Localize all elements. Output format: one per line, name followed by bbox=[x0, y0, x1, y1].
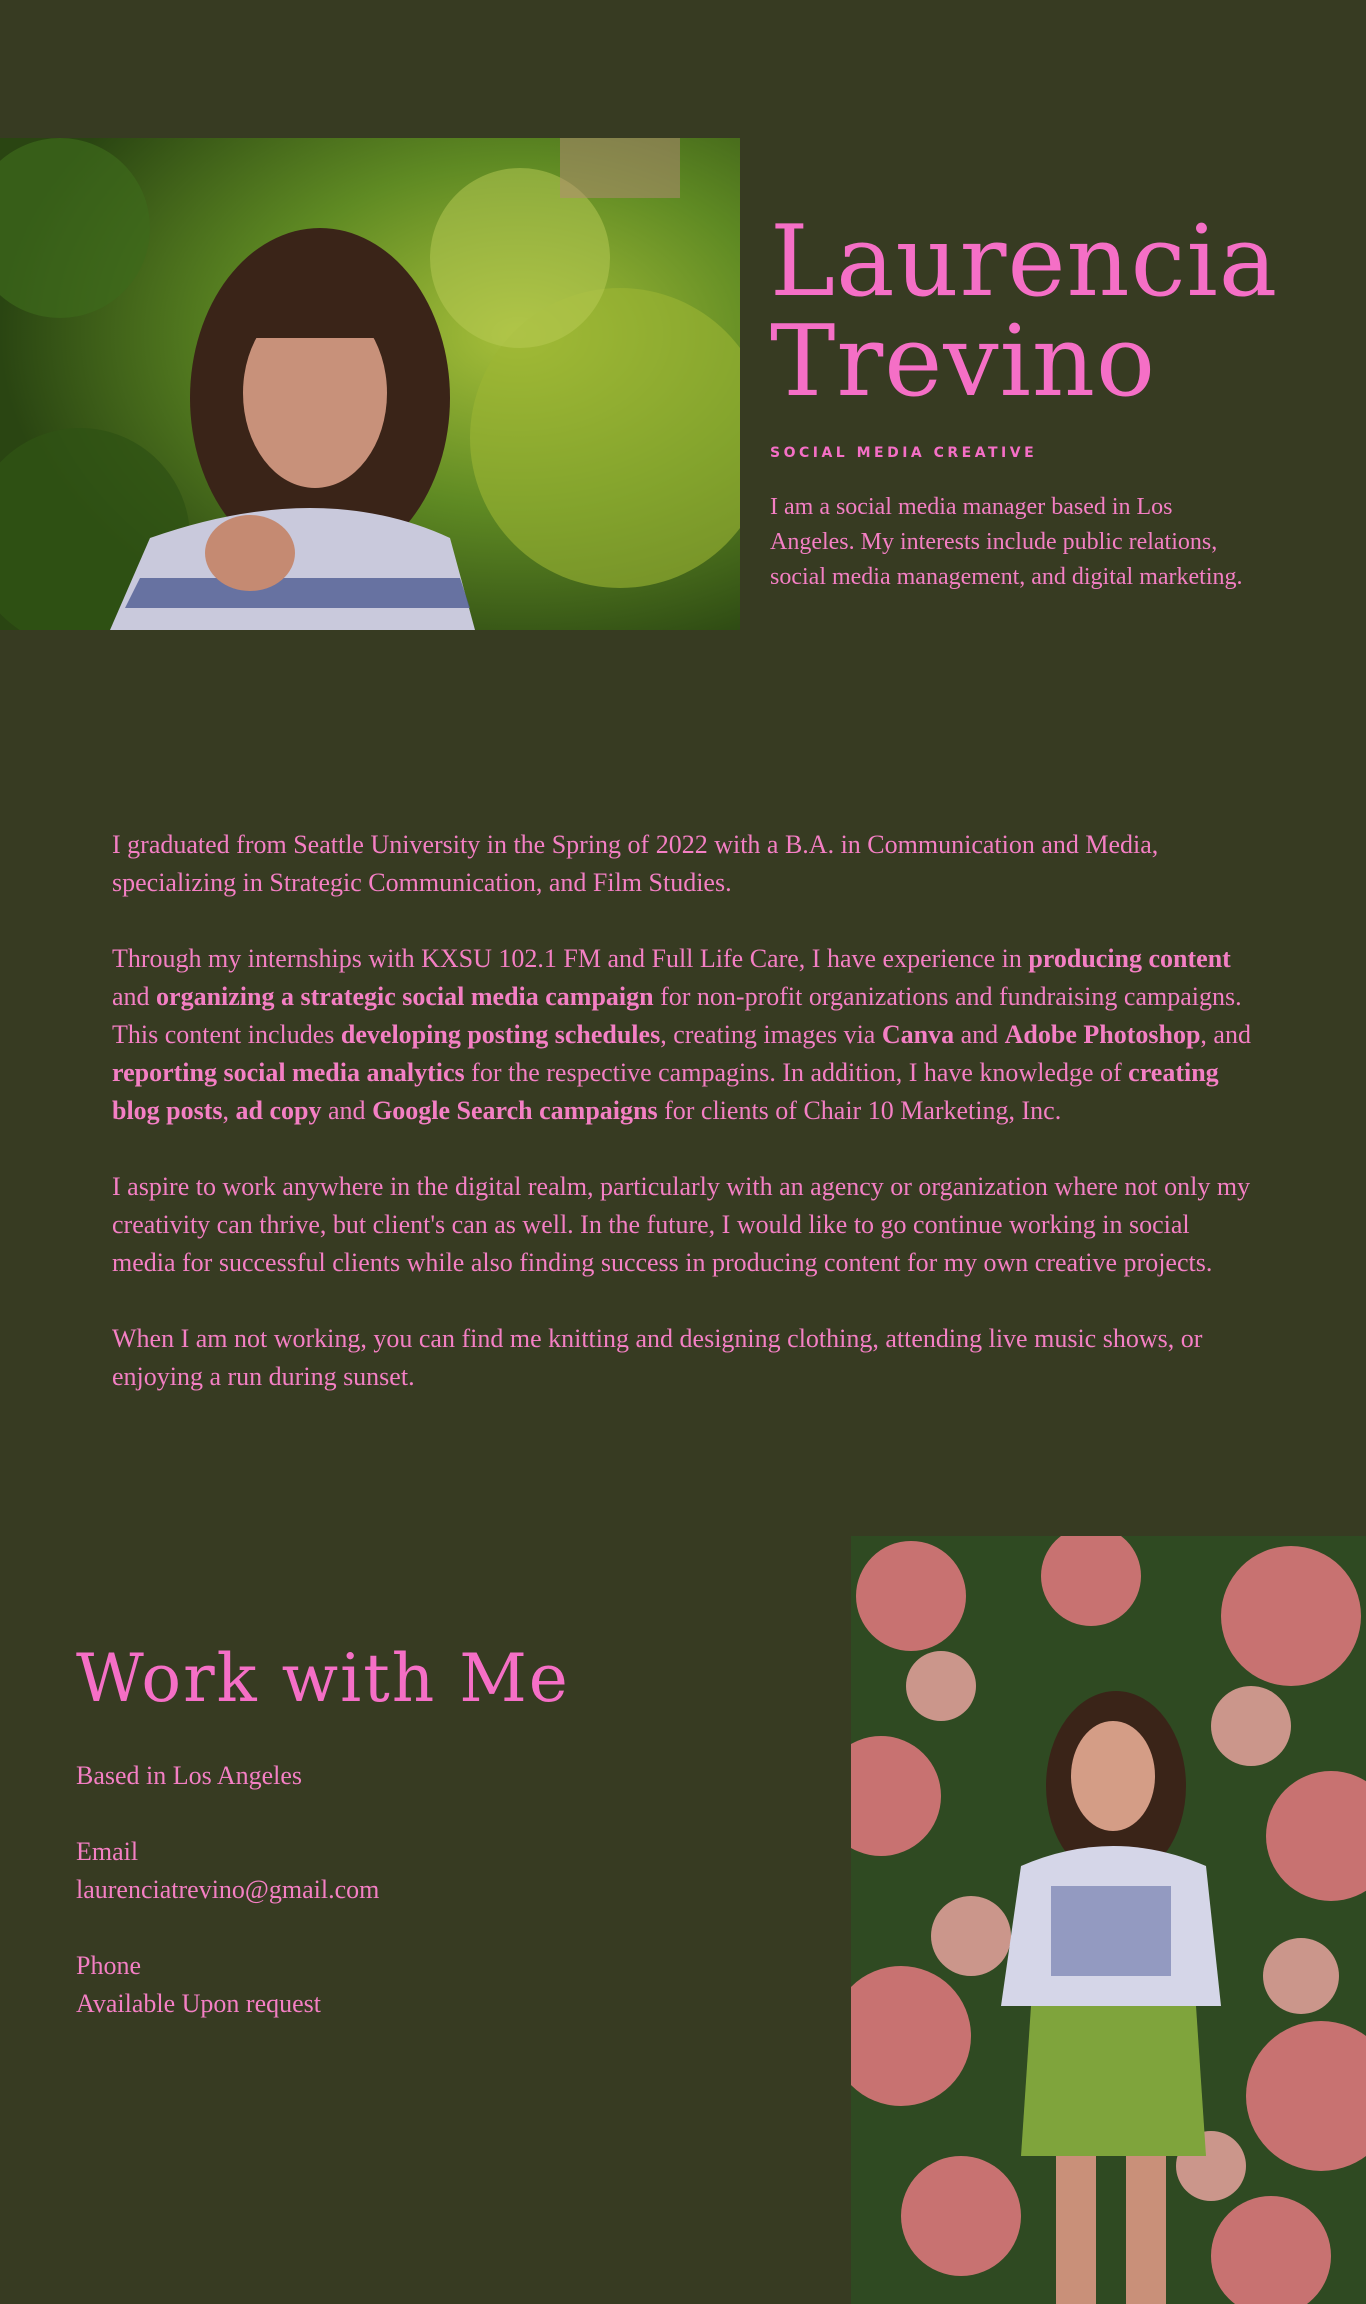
bio-section bbox=[112, 826, 1257, 1434]
bio-text: for the respective campagins. In addition, I have knowledge of bbox=[464, 1058, 1129, 1087]
bio-highlight: Canva bbox=[881, 1020, 955, 1049]
bio-text: and bbox=[112, 982, 157, 1011]
bio-highlight: creating blog posts bbox=[112, 1058, 1219, 1125]
phone-value: Available Upon request bbox=[76, 1989, 321, 2018]
bio-highlight: Google Search campaigns bbox=[372, 1096, 658, 1125]
bio-highlight: ad copy bbox=[235, 1096, 322, 1125]
bio-highlight: producing content bbox=[1028, 944, 1231, 973]
email-link[interactable]: laurenciatrevino@gmail.com bbox=[76, 1875, 380, 1904]
email-label: Email bbox=[76, 1837, 139, 1866]
name-first: Laurencia bbox=[770, 205, 1279, 319]
bio-paragraph-1: I graduated from Seattle University in the Spring of 2022 with a B.A. in Communication and Media, specializing in Strategic Communication, and Film Studies. bbox=[112, 830, 1159, 897]
intro-text: I am a social media manager based in Los Angeles. My interests include public relations, social media management, and digital marketing. bbox=[770, 494, 1243, 590]
work-with-me-heading: Work with Me bbox=[76, 1640, 570, 1717]
bio-text: and bbox=[954, 1020, 1005, 1049]
bio-text: Through my internships with KXSU 102.1 FM and Full Life Care, I have experience in bbox=[112, 944, 1029, 973]
bio-text: , bbox=[222, 1096, 236, 1125]
hero-portrait-photo bbox=[0, 138, 740, 630]
bio-highlight: organizing a strategic social media campaign bbox=[156, 982, 654, 1011]
bio-text: for non-profit organizations and fundraising campaigns. This content includes bbox=[112, 982, 1242, 1049]
bio-highlight: Adobe Photoshop bbox=[1004, 1020, 1201, 1049]
bio-text: , and bbox=[1200, 1020, 1251, 1049]
location-text: Based in Los Angeles bbox=[76, 1761, 303, 1790]
bio-paragraph-3: I aspire to work anywhere in the digital realm, particularly with an agency or organization where not only my creativity can thrive, but client's can as well. In the future, I would like to go continue working in social media for successful clients while also finding success in producing content for my own creative projects. bbox=[112, 1172, 1251, 1277]
page-title bbox=[770, 205, 1279, 419]
bio-paragraph-2 bbox=[112, 940, 1257, 1130]
flowers-portrait-photo bbox=[851, 1536, 1366, 2304]
phone-label: Phone bbox=[76, 1951, 141, 1980]
name-last: Trevino bbox=[770, 305, 1157, 419]
role-subtitle: SOCIAL MEDIA CREATIVE bbox=[770, 445, 1038, 461]
bio-text: , creating images via bbox=[660, 1020, 882, 1049]
bio-text: for clients of Chair 10 Marketing, Inc. bbox=[657, 1096, 1062, 1125]
bio-paragraph-4: When I am not working, you can find me knitting and designing clothing, attending live music shows, or enjoying a run during sunset. bbox=[112, 1324, 1203, 1391]
bio-text: and bbox=[321, 1096, 373, 1125]
bio-highlight: reporting social media analytics bbox=[112, 1058, 465, 1087]
bio-highlight: developing posting schedules bbox=[340, 1020, 661, 1049]
contact-info bbox=[76, 1757, 379, 2023]
